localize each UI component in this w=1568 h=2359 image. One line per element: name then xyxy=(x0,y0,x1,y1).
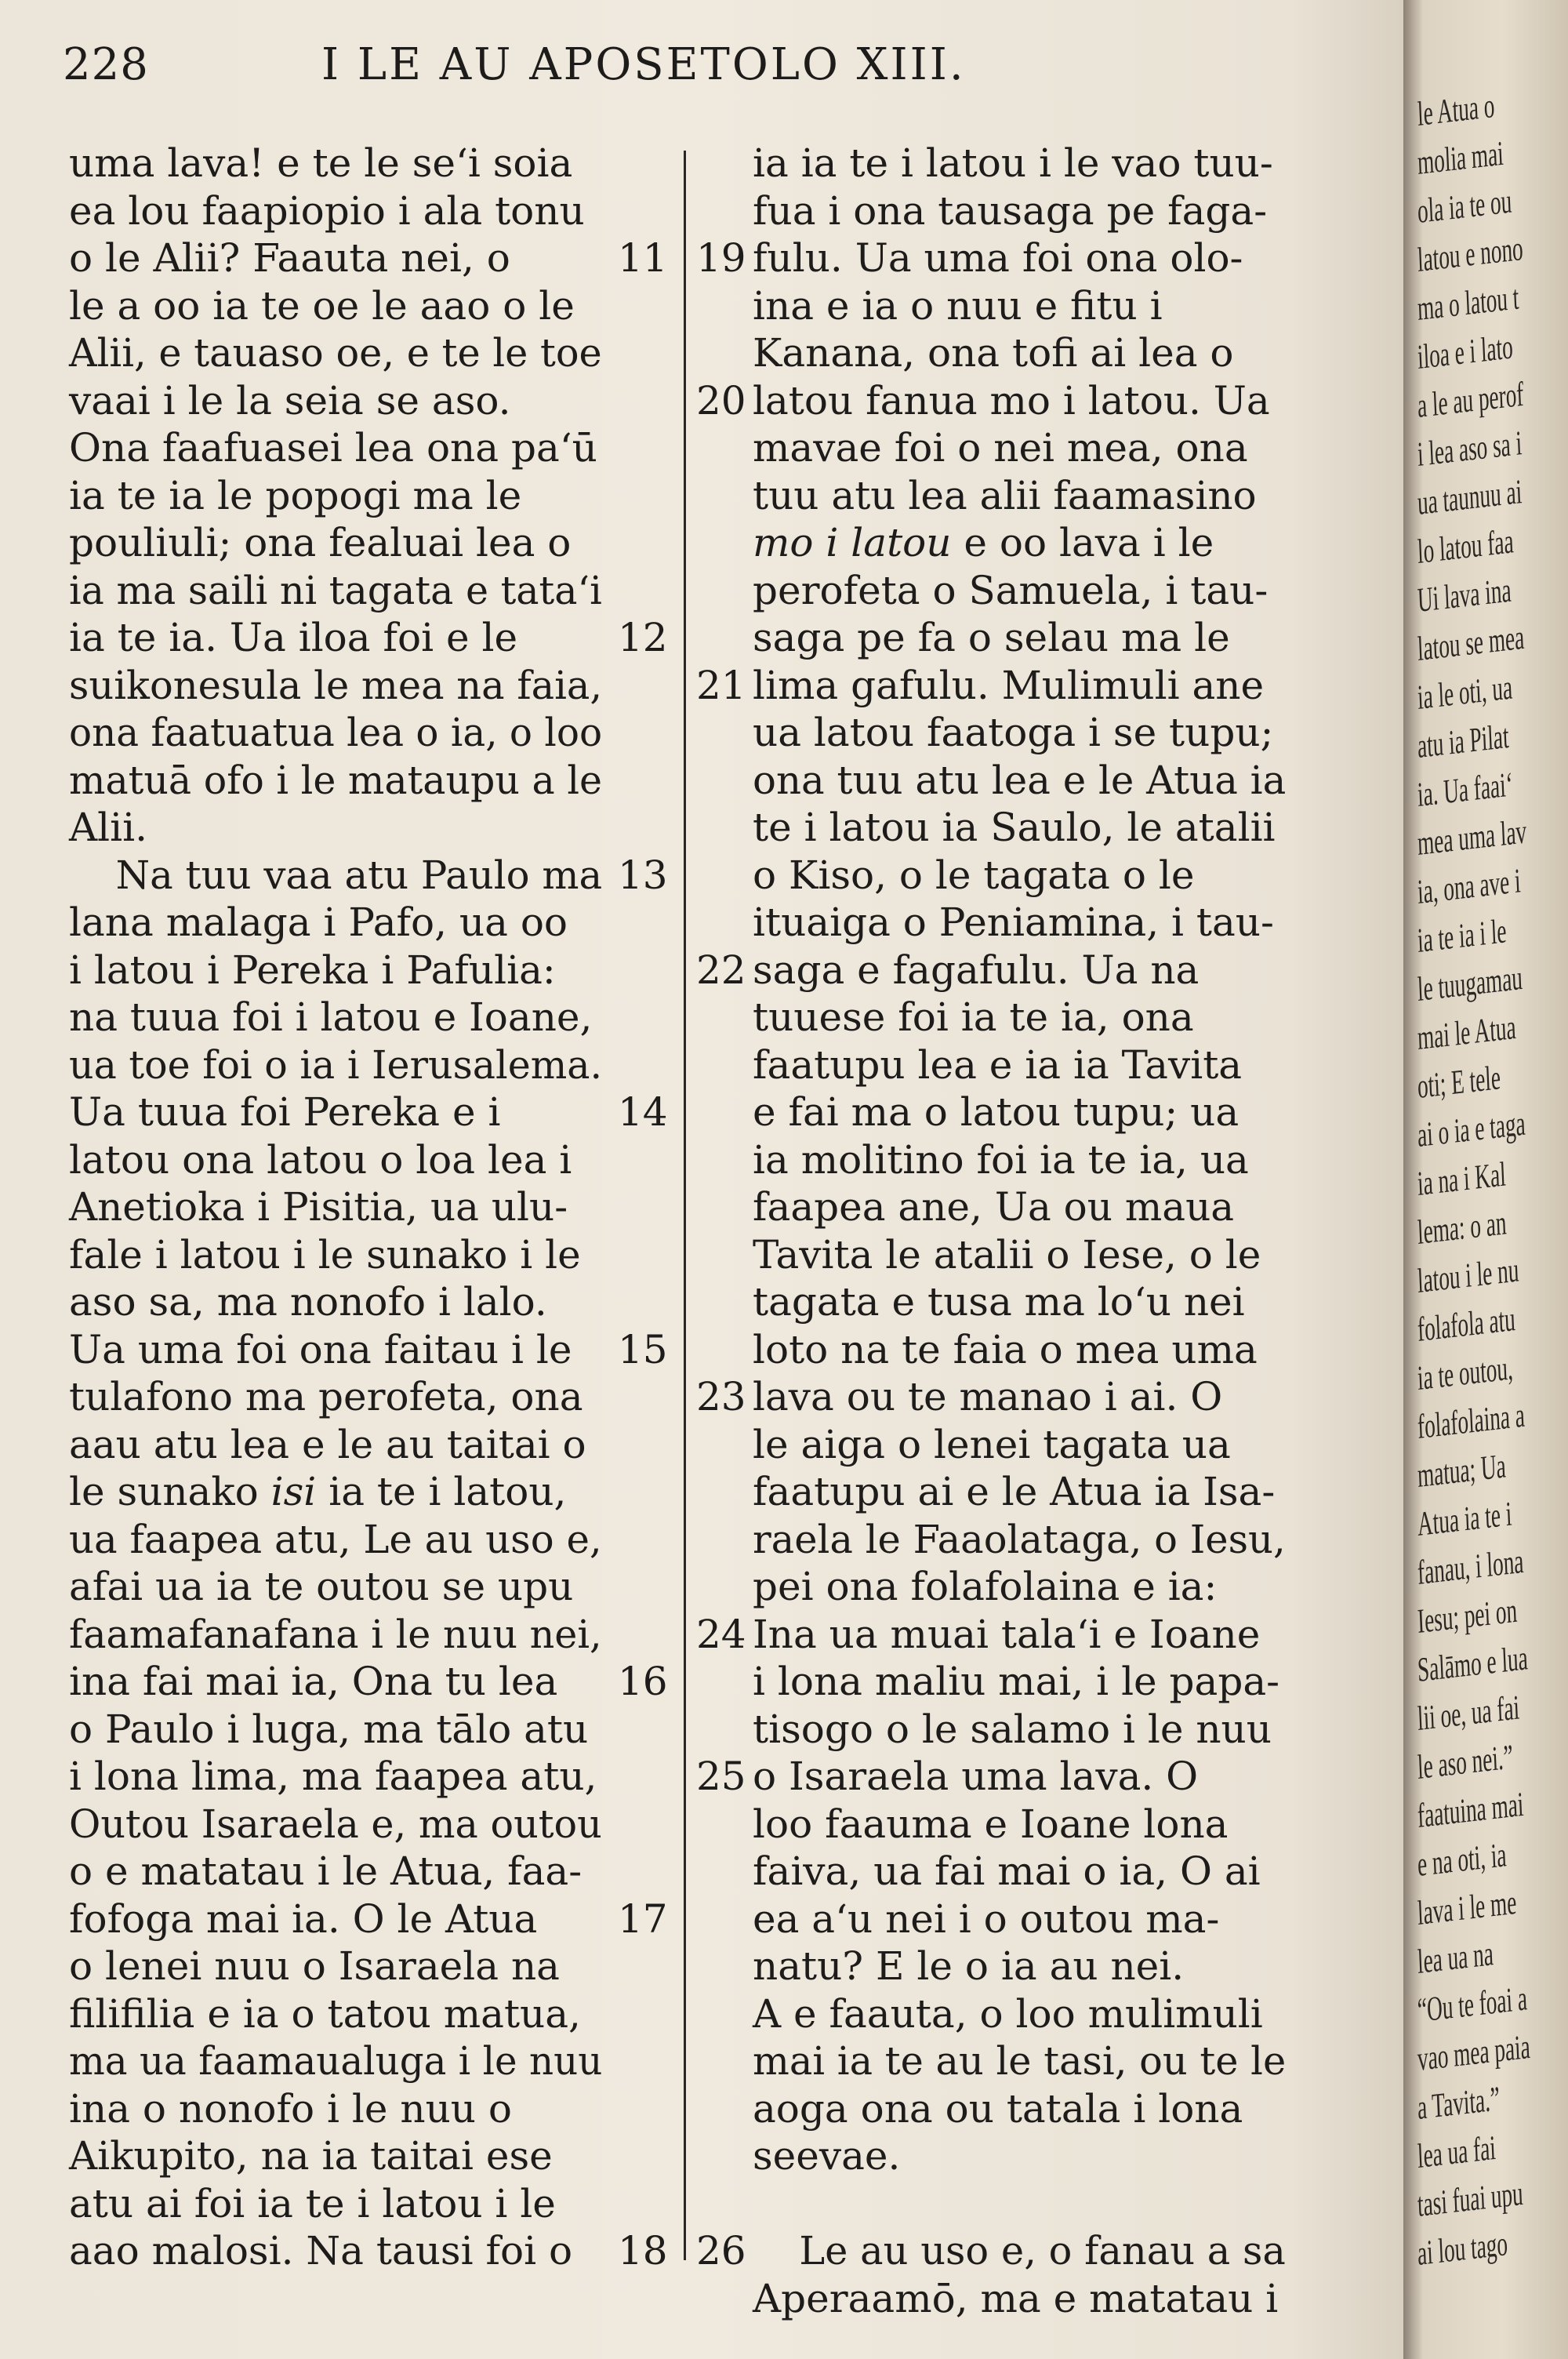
text-line xyxy=(753,1278,1301,1326)
line-text: o Kiso, o le tagata o le xyxy=(753,852,1195,898)
text-line xyxy=(753,757,1301,805)
text-line xyxy=(696,1611,1301,1659)
text-line xyxy=(69,1136,618,1184)
text-line xyxy=(69,1848,618,1896)
line-text: fua i ona tausaga pe faga- xyxy=(753,187,1268,234)
verse-number: 21 xyxy=(696,662,746,708)
facing-page-line: lea ua na xyxy=(1416,1934,1494,1981)
facing-page-edge xyxy=(1403,0,1568,2359)
line-text: te i latou ia Saulo, le atalii xyxy=(753,805,1276,850)
line-text: le aiga o lenei tagata ua xyxy=(753,1421,1231,1467)
line-text: latou fanua mo i latou. Ua xyxy=(753,377,1270,423)
text-line xyxy=(69,1516,618,1564)
text-line xyxy=(753,2037,1301,2085)
text-line xyxy=(753,994,1301,1041)
line-text: matuā ofo i le mataupu a le xyxy=(69,757,603,803)
line-text: e fai ma o latou tupu; ua xyxy=(753,1089,1240,1135)
facing-page-line: ia na i Kal xyxy=(1416,1154,1507,1203)
line-text: Alii. xyxy=(69,805,147,850)
text-line xyxy=(69,1563,618,1611)
text-line xyxy=(753,1706,1301,1754)
text-line xyxy=(753,1136,1301,1184)
line-text: ina o nonofo i le nuu o xyxy=(69,2085,512,2132)
text-line xyxy=(696,1373,1301,1421)
line-text: ona tuu atu lea e le Atua ia xyxy=(753,757,1287,803)
line-text: ua faapea atu, Le au uso e, xyxy=(69,1516,602,1562)
line-text: faamafanafana i le nuu nei, xyxy=(69,1611,602,1657)
line-text: ia ma saili ni tagata e tata‘i xyxy=(69,567,602,613)
verse-number: 24 xyxy=(696,1611,746,1657)
line-text: ituaiga o Peniamina, i tau- xyxy=(753,900,1274,945)
facing-page-line: i lea aso sa i xyxy=(1416,423,1523,474)
facing-page-line: a le au perof xyxy=(1416,374,1525,425)
text-line xyxy=(753,282,1301,330)
line-text: lava ou te manao i ai. O xyxy=(753,1374,1223,1419)
line-text: Aperaamō, ma e matatau i xyxy=(753,2275,1279,2321)
text-line xyxy=(69,1326,668,1374)
text-line xyxy=(696,234,1301,282)
text-line xyxy=(696,1753,1301,1801)
facing-page-line: latou i le nu xyxy=(1416,1250,1520,1300)
text-line xyxy=(69,1041,618,1089)
line-text: ua latou faatoga i se tupu; xyxy=(753,710,1274,755)
line-text: latou ona latou o loa lea i xyxy=(69,1136,572,1183)
text-line xyxy=(753,1516,1301,1564)
text-line xyxy=(69,2180,618,2228)
facing-page-line: Iesu; pei on xyxy=(1416,1590,1519,1641)
facing-page-line: ia. Ua faai‘ xyxy=(1416,765,1514,814)
line-text: o le Alii? Faauta nei, o xyxy=(69,235,510,281)
facing-page-line: tasi fuai upu xyxy=(1416,2173,1524,2224)
verse-number: 17 xyxy=(618,1896,668,1942)
line-text: le a oo ia te oe le aao o le xyxy=(69,282,575,329)
text-line xyxy=(69,852,668,900)
verse-number: 15 xyxy=(618,1326,668,1372)
text-line xyxy=(696,662,1301,710)
facing-page-line: atu ia Pilat xyxy=(1416,716,1510,765)
line-text: Ina ua muai tala‘i e Ioane xyxy=(753,1611,1261,1657)
text-line xyxy=(69,1943,618,1990)
line-text: o Paulo i luga, ma tālo atu xyxy=(69,1706,589,1752)
line-text: mavae foi o nei mea, ona xyxy=(753,425,1248,471)
line-text: ea a‘u nei i o outou ma- xyxy=(753,1896,1220,1942)
page-number: 228 xyxy=(63,39,149,90)
line-text: mai ia te au le tasi, ou te le xyxy=(753,2038,1287,2084)
facing-page-line: Atua ia te i xyxy=(1416,1494,1513,1543)
line-text: na tuua foi i latou e Ioane, xyxy=(69,994,593,1040)
verse-number: 20 xyxy=(696,377,746,423)
text-line xyxy=(69,1468,618,1516)
facing-page-line: lo latou faa xyxy=(1416,522,1515,571)
facing-page-line: faatuina mai xyxy=(1416,1784,1525,1835)
text-line xyxy=(69,187,618,235)
line-text: tisogo o le salamo i le nuu xyxy=(753,1706,1272,1752)
text-line xyxy=(69,1231,618,1279)
line-text: Ua uma foi ona faitau i le xyxy=(69,1326,572,1372)
text-line xyxy=(753,2180,1301,2228)
line-text: ina fai mai ia, Ona tu lea xyxy=(69,1659,558,1704)
text-line xyxy=(69,377,618,425)
line-text: A e faauta, o loo mulimuli xyxy=(753,1990,1263,2037)
text-line xyxy=(69,2227,668,2275)
facing-page-line: mea uma lav xyxy=(1416,812,1528,863)
line-text: Outou Isaraela e, ma outou xyxy=(69,1801,602,1847)
text-line xyxy=(753,709,1301,757)
facing-page-line: ai o ia e taga xyxy=(1416,1103,1526,1154)
line-text: lana malaga i Pafo, ua oo xyxy=(69,900,568,945)
facing-page-line: “Ou te foai a xyxy=(1416,1979,1528,2030)
line-text: Le au uso e, o fanau a sa xyxy=(799,2228,1286,2274)
facing-page-line: ia le oti, ua xyxy=(1416,667,1513,717)
page-header xyxy=(63,39,1286,110)
text-line xyxy=(753,1468,1301,1516)
text-line xyxy=(69,1706,618,1754)
facing-page-line: lema: o an xyxy=(1416,1203,1508,1252)
facing-page-line: Salāmo e lua xyxy=(1416,1638,1529,1689)
text-line xyxy=(69,2132,618,2180)
facing-page-line: le tuugamau xyxy=(1416,958,1523,1009)
line-text: filifilia e ia o tatou matua, xyxy=(69,1990,581,2037)
text-line xyxy=(753,1183,1301,1231)
line-text: faapea ane, Ua ou maua xyxy=(753,1184,1235,1230)
line-text: ina e ia o nuu e fitu i xyxy=(753,282,1163,329)
line-text: mo i latou e oo lava i le xyxy=(753,520,1214,565)
facing-page-line: ia te ia i le xyxy=(1416,911,1508,960)
line-text: Tavita le atalii o Iese, o le xyxy=(753,1231,1261,1278)
facing-page-line: ola ia te ou xyxy=(1416,181,1513,231)
verse-number: 23 xyxy=(696,1374,746,1419)
line-text: o lenei nuu o Isaraela na xyxy=(69,1943,560,1989)
text-line xyxy=(753,804,1301,852)
facing-page-line: le Atua o xyxy=(1416,85,1496,133)
line-text: seevae. xyxy=(753,2133,901,2179)
text-line xyxy=(69,424,618,472)
facing-page-line: latou e nono xyxy=(1416,228,1524,279)
line-text: le sunako isi ia te i latou, xyxy=(69,1469,567,1514)
line-text: ona faatuatua lea o ia, o loo xyxy=(69,710,603,755)
text-line xyxy=(753,852,1301,900)
text-line xyxy=(69,567,618,615)
line-text: aau atu lea e le au taitai o xyxy=(69,1421,586,1467)
facing-page-line: Ui lava ina xyxy=(1416,570,1512,620)
line-text: afai ua ia te outou se upu xyxy=(69,1564,574,1609)
text-line xyxy=(69,472,618,520)
text-line xyxy=(753,187,1301,235)
column-divider xyxy=(684,151,686,2260)
line-text: Alii, e tauaso oe, e te le toe xyxy=(69,330,602,376)
line-text: Ua tuua foi Pereka e i xyxy=(69,1089,501,1135)
facing-page-line: fanau, i lona xyxy=(1416,1541,1525,1592)
text-line xyxy=(753,2275,1301,2323)
text-line xyxy=(69,1658,668,1706)
text-line xyxy=(69,1753,618,1801)
line-text: ia te ia le popogi ma le xyxy=(69,472,522,518)
text-line xyxy=(753,140,1301,187)
text-line xyxy=(69,234,668,282)
text-line xyxy=(69,1990,618,2038)
right-text-column xyxy=(696,140,1301,2322)
line-text: o Isaraela uma lava. O xyxy=(753,1754,1199,1799)
verse-number: 14 xyxy=(618,1089,668,1135)
line-text: raela le Faaolataga, o Iesu, xyxy=(753,1516,1286,1562)
text-line xyxy=(753,567,1301,615)
facing-page-line: ia, ona ave i xyxy=(1416,861,1522,911)
facing-page-line: folafolaina a xyxy=(1416,1395,1526,1446)
line-text: ma ua faamaualuga i le nuu xyxy=(69,2038,603,2084)
facing-page-line: iloa e i lato xyxy=(1416,327,1514,376)
text-line xyxy=(753,1041,1301,1089)
line-text: fale i latou i le sunako i le xyxy=(69,1231,581,1278)
text-line xyxy=(69,1896,668,1943)
text-line xyxy=(69,2085,618,2133)
text-line xyxy=(696,2227,1301,2275)
line-text: ia te ia. Ua iloa foi e le xyxy=(69,615,518,660)
line-text: tuu atu lea alii faamasino xyxy=(753,472,1257,518)
line-text: perofeta o Samuela, i tau- xyxy=(753,567,1269,613)
line-text: tuuese foi ia te ia, ona xyxy=(753,994,1194,1040)
verse-number: 12 xyxy=(618,615,668,660)
text-line xyxy=(753,1896,1301,1943)
facing-page-line: vao mea paia xyxy=(1416,2026,1531,2078)
text-line xyxy=(753,1990,1301,2038)
facing-page-line: lii oe, ua fai xyxy=(1416,1688,1521,1738)
line-text: faiva, ua fai mai o ia, O ai xyxy=(753,1848,1261,1894)
text-line xyxy=(69,2037,618,2085)
line-text: pei ona folafolaina e ia: xyxy=(753,1564,1218,1609)
text-line xyxy=(753,329,1301,377)
facing-page-line: lava i le me xyxy=(1416,1882,1518,1932)
text-line xyxy=(69,282,618,330)
verse-number: 16 xyxy=(618,1659,668,1704)
text-line xyxy=(753,424,1301,472)
facing-page-line: le aso nei.” xyxy=(1416,1737,1514,1787)
text-line xyxy=(69,662,618,710)
text-line xyxy=(69,804,618,852)
line-text: vaai i le la seia se aso. xyxy=(69,377,511,423)
line-text: Aikupito, na ia taitai ese xyxy=(69,2133,553,2179)
facing-page-line: ia te outou, xyxy=(1416,1348,1514,1398)
line-text: faatupu ai e le Atua ia Isa- xyxy=(753,1469,1276,1514)
text-line xyxy=(753,1658,1301,1706)
line-text: Ona faafuasei lea ona pa‘ū xyxy=(69,425,597,471)
facing-page-line: molia mai xyxy=(1416,133,1504,182)
text-line xyxy=(753,1089,1301,1136)
text-line xyxy=(753,1563,1301,1611)
line-text: natu? E le o ia au nei. xyxy=(753,1943,1185,1989)
line-text: i lona lima, ma faapea atu, xyxy=(69,1754,597,1799)
line-text: i lona maliu mai, i le papa- xyxy=(753,1659,1280,1704)
line-text: faatupu lea e ia ia Tavita xyxy=(753,1041,1243,1088)
line-text: suikonesula le mea na faia, xyxy=(69,662,603,708)
facing-page-line: ma o latou t xyxy=(1416,278,1520,328)
text-line xyxy=(753,899,1301,947)
line-text: o e matatau i le Atua, faa- xyxy=(69,1848,583,1894)
text-line xyxy=(69,519,618,567)
facing-page-line: lea ua fai xyxy=(1416,2128,1497,2175)
text-line xyxy=(753,1231,1301,1279)
text-line xyxy=(696,947,1301,994)
text-line xyxy=(753,2085,1301,2133)
text-line xyxy=(753,614,1301,662)
facing-page-line: oti; E tele xyxy=(1416,1058,1501,1106)
line-text: aso sa, ma nonofo i lalo. xyxy=(69,1279,547,1325)
text-line xyxy=(753,1326,1301,1374)
facing-page-line: mai le Atua xyxy=(1416,1007,1517,1057)
line-text: fulu. Ua uma foi ona olo- xyxy=(753,235,1243,281)
text-line xyxy=(753,1801,1301,1848)
line-text: ia molitino foi ia te ia, ua xyxy=(753,1136,1249,1183)
running-title: I LE AU APOSETOLO XIII. xyxy=(321,39,966,90)
text-line xyxy=(69,614,668,662)
text-line xyxy=(69,1801,618,1848)
text-line xyxy=(753,472,1301,520)
line-text: tagata e tusa ma lo‘u nei xyxy=(753,1279,1245,1325)
line-text: lima gafulu. Mulimuli ane xyxy=(753,662,1265,708)
verse-number: 22 xyxy=(696,947,746,993)
verse-number: 18 xyxy=(618,2228,668,2274)
text-line xyxy=(69,1373,618,1421)
text-line xyxy=(753,519,1301,567)
verse-number: 19 xyxy=(696,235,746,281)
line-text: aoga ona ou tatala i lona xyxy=(753,2085,1243,2132)
line-text: pouliuli; ona fealuai lea o xyxy=(69,520,572,565)
verse-number: 11 xyxy=(618,235,668,281)
verse-number: 26 xyxy=(696,2228,746,2274)
text-line xyxy=(69,1421,618,1469)
line-text: aao malosi. Na tausi foi o xyxy=(69,2228,573,2274)
line-text: ia ia te i latou i le vao tuu- xyxy=(753,140,1273,186)
text-line xyxy=(696,377,1301,425)
facing-page-line: latou se mea xyxy=(1416,617,1526,668)
text-line xyxy=(69,1183,618,1231)
text-line xyxy=(753,1421,1301,1469)
line-text: fofoga mai ia. O le Atua xyxy=(69,1896,538,1942)
facing-page-line: e na oti, ia xyxy=(1416,1835,1508,1884)
line-text: i latou i Pereka i Pafulia: xyxy=(69,947,556,993)
line-text: Kanana, ona tofi ai lea o xyxy=(753,330,1234,376)
facing-page-line: a Tavita.” xyxy=(1416,2079,1501,2127)
facing-page-line: folafola atu xyxy=(1416,1299,1516,1349)
text-line xyxy=(69,947,618,994)
line-text: atu ai foi ia te i latou i le xyxy=(69,2180,556,2226)
verse-number: 13 xyxy=(618,852,668,898)
text-line xyxy=(69,994,618,1041)
verse-number: 25 xyxy=(696,1754,746,1799)
text-line xyxy=(69,1089,668,1136)
line-text: ea lou faapiopio i ala tonu xyxy=(69,187,585,234)
line-text: tulafono ma perofeta, ona xyxy=(69,1374,583,1419)
text-line xyxy=(753,2132,1301,2180)
line-text: saga e fagafulu. Ua na xyxy=(753,947,1200,993)
facing-page-line: ua taunuu ai xyxy=(1416,472,1523,522)
text-line xyxy=(69,757,618,805)
left-text-column xyxy=(69,140,668,2275)
line-text: uma lava! e te le se‘i soia xyxy=(69,140,573,186)
text-line xyxy=(69,1611,618,1659)
text-line xyxy=(69,709,618,757)
line-text: loo faauma e Ioane lona xyxy=(753,1801,1229,1847)
text-line xyxy=(69,1278,618,1326)
text-line xyxy=(69,899,618,947)
text-line xyxy=(753,1943,1301,1990)
line-text: Anetioka i Pisitia, ua ulu- xyxy=(69,1184,568,1230)
line-text: ua toe foi o ia i Ierusalema. xyxy=(69,1041,603,1088)
text-line xyxy=(69,329,618,377)
facing-page-line: matua; Ua xyxy=(1416,1446,1507,1495)
line-text: Na tuu vaa atu Paulo ma xyxy=(115,852,603,898)
text-line xyxy=(753,1848,1301,1896)
text-line xyxy=(69,140,618,187)
line-text: loto na te faia o mea uma xyxy=(753,1326,1258,1372)
facing-page-line: ai lou tago xyxy=(1416,2224,1508,2273)
line-text: saga pe fa o selau ma le xyxy=(753,615,1230,660)
